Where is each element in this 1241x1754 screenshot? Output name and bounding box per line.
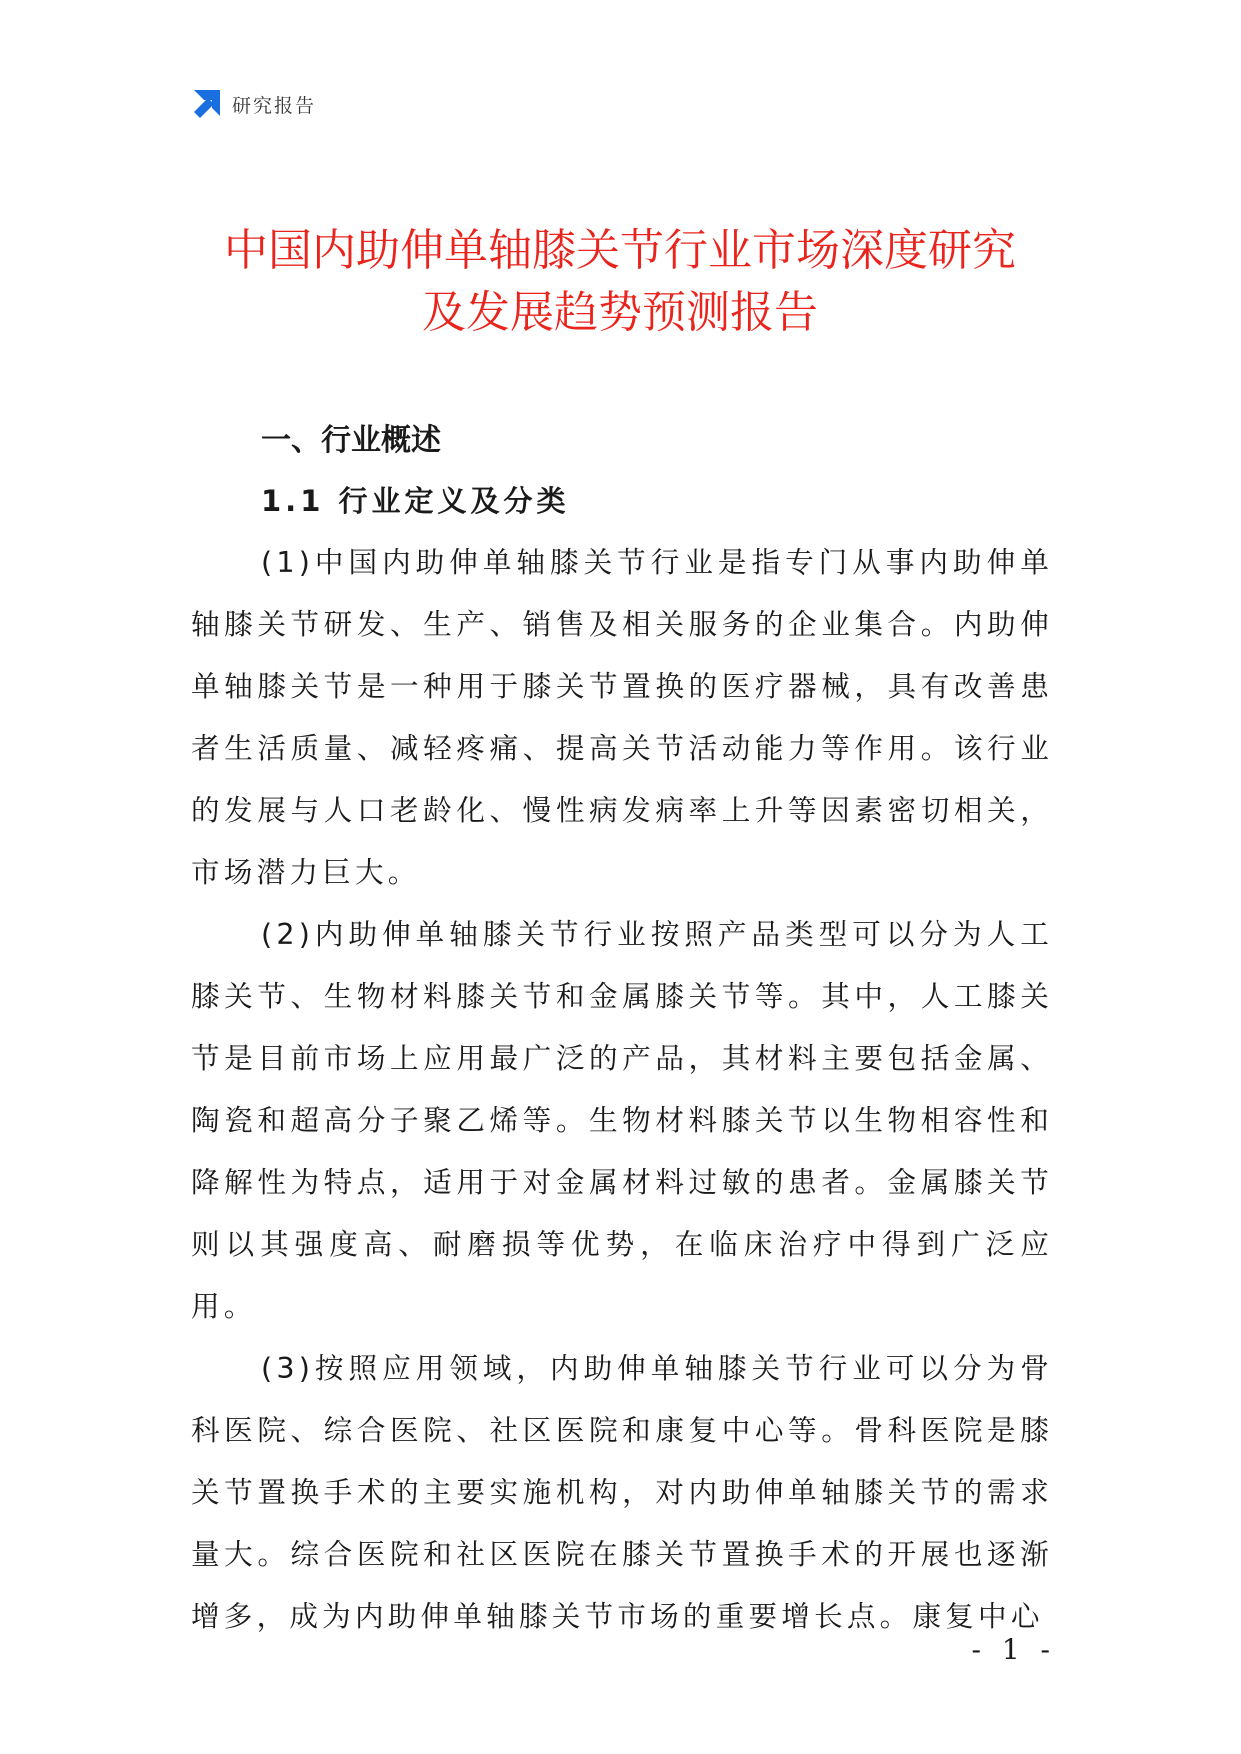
paragraph-3: (3)按照应用领域，内助伸单轴膝关节行业可以分为骨科医院、综合医院、社区医院和康复中心等。骨科医院是膝关节置换手术的主要实施机构，对内助伸单轴膝关节的需求量大。综合医院和社区医院在膝关节置换手术的开展也逐渐增多，成为内助伸单轴膝关节市场的重要增长点。康复中心 <box>191 1351 1053 1633</box>
document-header <box>190 88 316 120</box>
section-heading: 一、行业概述 <box>261 423 441 458</box>
page-number: - 1 - <box>971 1633 1056 1666</box>
subsection-heading: 1.1 行业定义及分类 <box>261 484 570 518</box>
title-line-2: 及发展趋势预测报告 <box>422 287 818 338</box>
paragraph-1: (1)中国内助伸单轴膝关节行业是指专门从事内助伸单轴膝关节研发、生产、销售及相关服务的企业集合。内助伸单轴膝关节是一种用于膝关节置换的医疗器械，具有改善患者生活质量、减轻疼痛、提高关节活动能力等作用。该行业的发展与人口老龄化、慢性病发病率上升等因素密切相关，市场潜力巨大。 <box>191 545 1053 889</box>
document-body <box>191 411 1053 1647</box>
document-title <box>120 220 1120 344</box>
arrow-up-right-icon <box>190 88 222 120</box>
header-label: 研究报告 <box>232 94 317 117</box>
title-line-1: 中国内助伸单轴膝关节行业市场深度研究 <box>224 225 1016 276</box>
paragraph-2: (2)内助伸单轴膝关节行业按照产品类型可以分为人工膝关节、生物材料膝关节和金属膝关节等。其中，人工膝关节是目前市场上应用最广泛的产品，其材料主要包括金属、陶瓷和超高分子聚乙烯等。生物材料膝关节以生物相容性和降解性为特点，适用于对金属材料过敏的患者。金属膝关节则以其强度高、耐磨损等优势，在临床治疗中得到广泛应用。 <box>191 917 1053 1323</box>
